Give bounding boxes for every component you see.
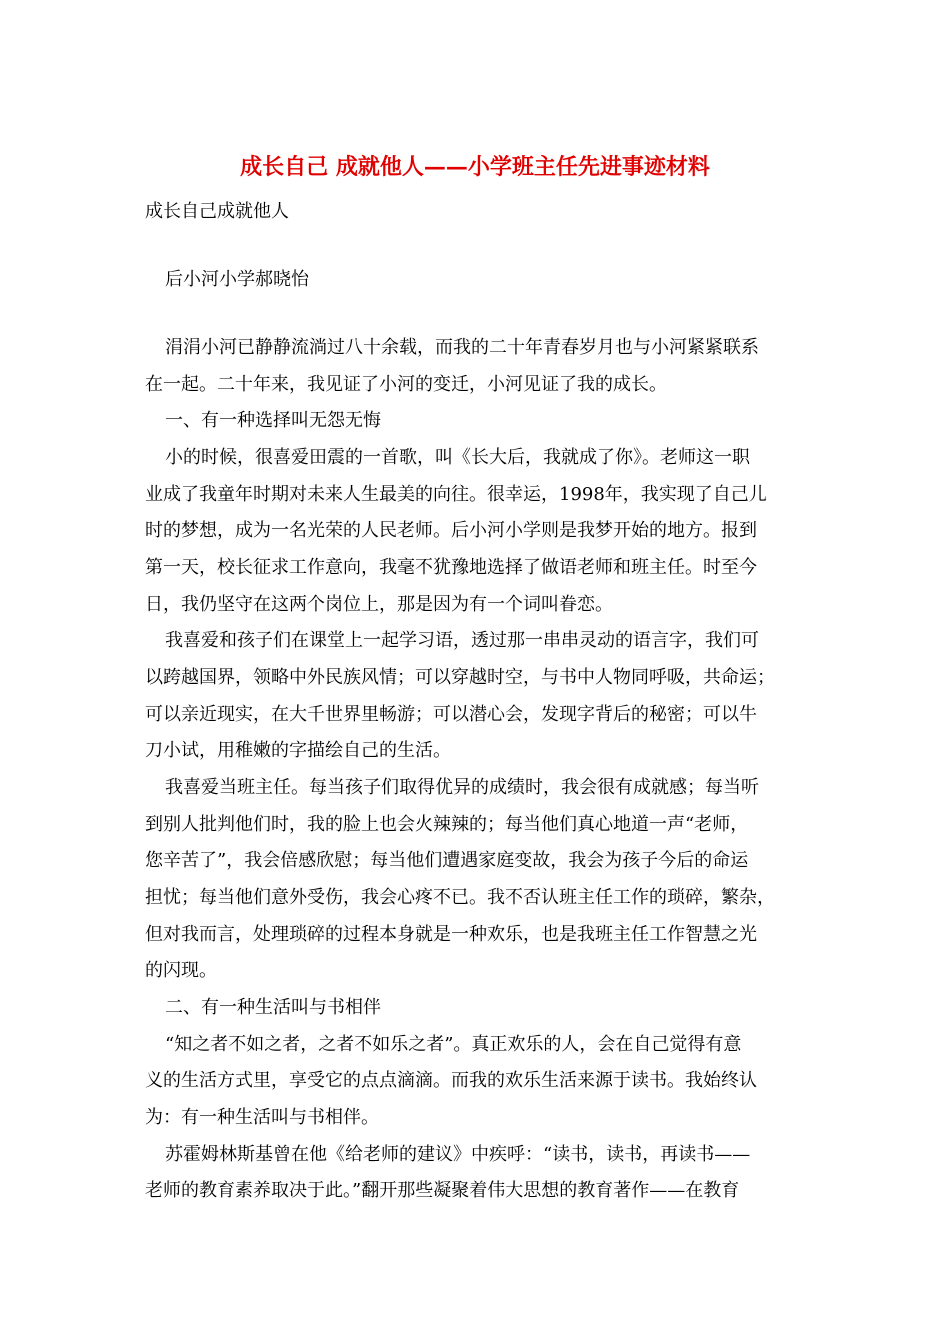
paragraph-line: 我喜爱当班主任。每当孩子们取得优异的成绩时，我会很有成就感；每当听 bbox=[165, 777, 759, 798]
section-heading: 二、有一种生活叫与书相伴 bbox=[165, 997, 381, 1018]
paragraph-line: 担忧；每当他们意外受伤，我会心疼不已。我不否认班主任工作的琐碎，繁杂， bbox=[145, 887, 775, 908]
paragraph-line: 我喜爱和孩子们在课堂上一起学习语，透过那一串串灵动的语言字，我们可 bbox=[165, 630, 759, 651]
author-line: 后小河小学郝晓怡 bbox=[165, 269, 309, 290]
paragraph-line: 小的时候，很喜爱田震的一首歌，叫《长大后，我就成了你》。老师这一职 bbox=[165, 447, 750, 468]
subtitle: 成长自己成就他人 bbox=[145, 201, 289, 222]
paragraph-line: 到别人批判他们时，我的脸上也会火辣辣的；每当他们真心地道一声“老师， bbox=[145, 814, 749, 835]
paragraph-line: 为：有一种生活叫与书相伴。 bbox=[145, 1107, 379, 1128]
paragraph-line: 时的梦想，成为一名光荣的人民老师。后小河小学则是我梦开始的地方。报到 bbox=[145, 520, 757, 541]
paragraph-line: 老师的教育素养取决于此。”翻开那些凝聚着伟大思想的教育著作——在教育 bbox=[145, 1180, 740, 1201]
paragraph-line: 涓涓小河已静静流淌过八十余载，而我的二十年青春岁月也与小河紧紧联系 bbox=[165, 337, 759, 358]
paragraph-line: 业成了我童年时期对未来人生最美的向往。很幸运，1998年，我实现了自己儿 bbox=[145, 484, 767, 505]
paragraph-line: 的闪现。 bbox=[145, 960, 217, 981]
paragraph-line: 但对我而言，处理琐碎的过程本身就是一种欢乐，也是我班主任工作智慧之光 bbox=[145, 924, 757, 945]
paragraph-line: 日，我仍坚守在这两个岗位上，那是因为有一个词叫眷恋。 bbox=[145, 594, 613, 615]
paragraph-line: 以跨越国界，领略中外民族风情；可以穿越时空，与书中人物同呼吸，共命运； bbox=[145, 667, 775, 688]
document-title: 成长自己 成就他人——小学班主任先进事迹材料 bbox=[240, 154, 710, 180]
paragraph-line: 第一天，校长征求工作意向，我毫不犹豫地选择了做语老师和班主任。时至今 bbox=[145, 557, 757, 578]
paragraph-line: 刀小试，用稚嫩的字描绘自己的生活。 bbox=[145, 740, 451, 761]
paragraph-line: “知之者不如之者，之者不如乐之者”。真正欢乐的人，会在自己觉得有意 bbox=[165, 1034, 742, 1055]
paragraph-line: 苏霍姆林斯基曾在他《给老师的建议》中疾呼：“读书，读书，再读书—— bbox=[165, 1144, 751, 1165]
paragraph-line: 在一起。二十年来，我见证了小河的变迁，小河见证了我的成长。 bbox=[145, 374, 667, 395]
paragraph-line: 您辛苦了”，我会倍感欣慰；每当他们遭遇家庭变故，我会为孩子今后的命运 bbox=[145, 850, 749, 871]
paragraph-line: 可以亲近现实，在大千世界里畅游；可以潜心会，发现字背后的秘密；可以牛 bbox=[145, 704, 757, 725]
paragraph-line: 义的生活方式里，享受它的点点滴滴。而我的欢乐生活来源于读书。我始终认 bbox=[145, 1070, 757, 1091]
section-heading: 一、有一种选择叫无怨无悔 bbox=[165, 410, 381, 431]
